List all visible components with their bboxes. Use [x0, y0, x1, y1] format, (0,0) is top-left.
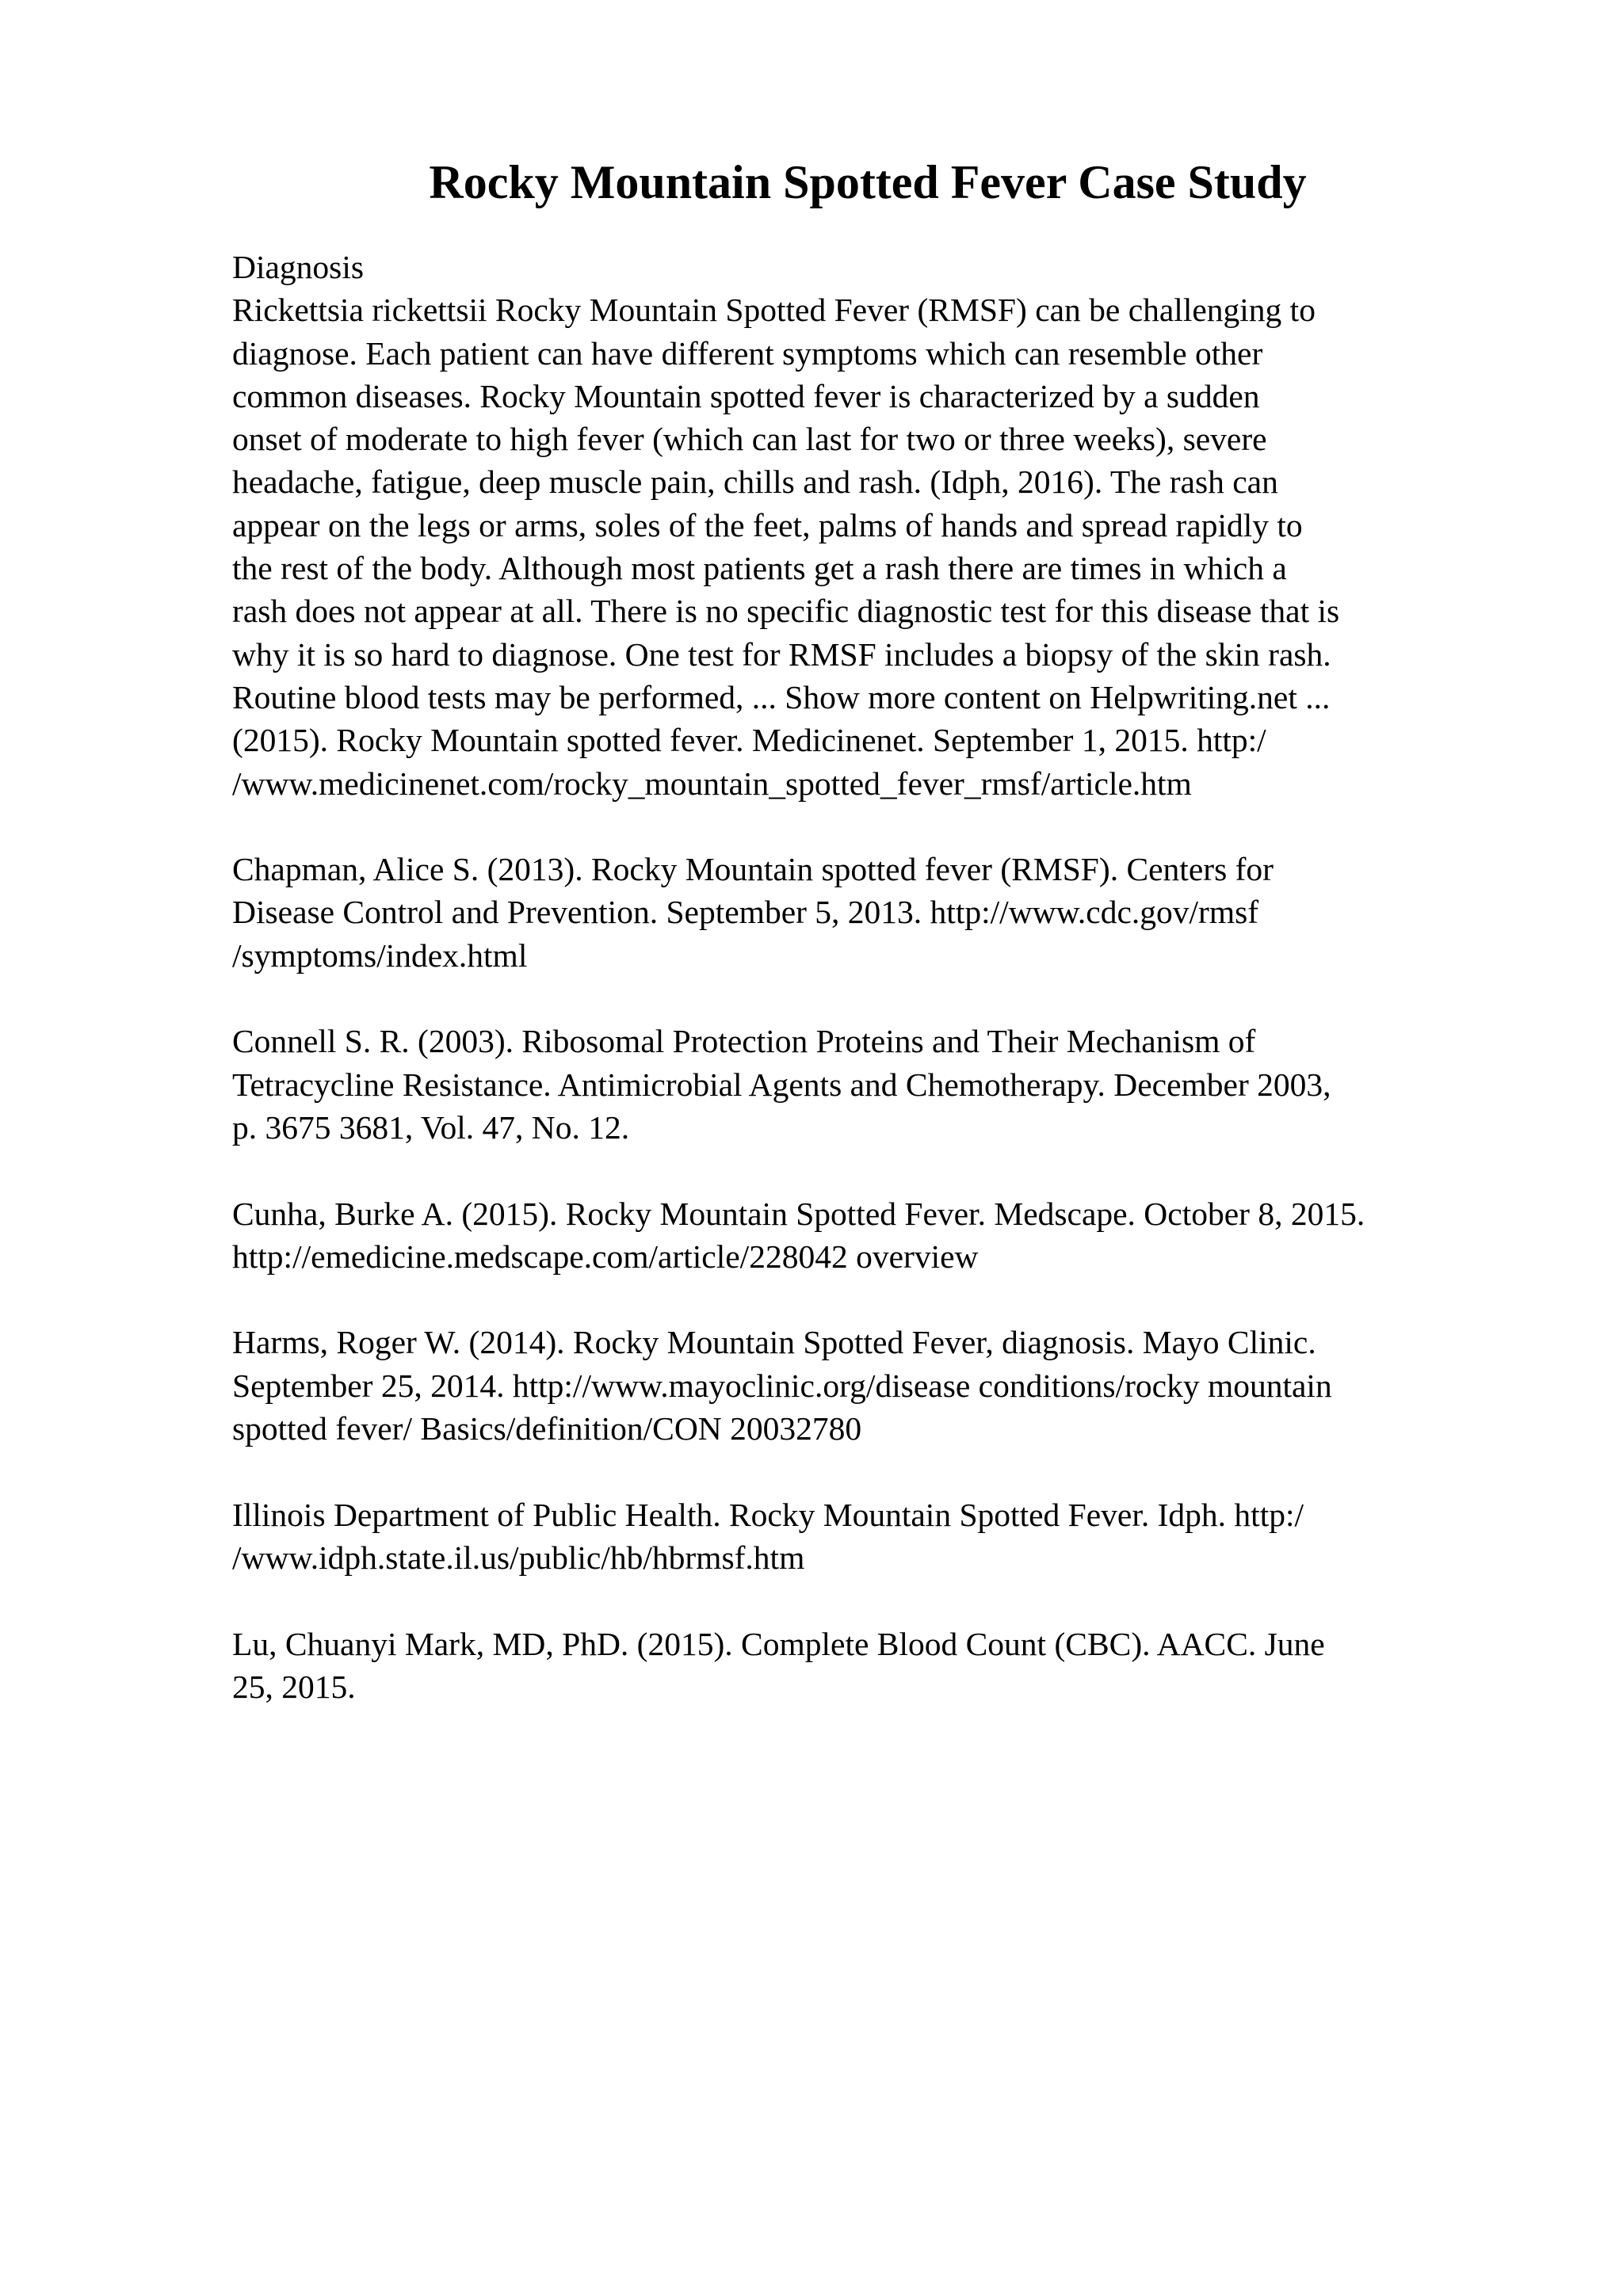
reference-line: Chapman, Alice S. (2013). Rocky Mountain spotted fever (RMSF). Centers for: [232, 851, 1274, 888]
body-line: common diseases. Rocky Mountain spotted fever is characterized by a sudden: [232, 377, 1260, 414]
reference-line: Illinois Department of Public Health. Rocky Mountain Spotted Fever. Idph. http:/: [232, 1496, 1304, 1533]
paragraph-gap: [232, 1450, 1532, 1493]
paragraph-gap: [232, 1149, 1532, 1192]
body-line: onset of moderate to high fever (which can last for two or three weeks), severe: [232, 421, 1267, 458]
body-line: Rickettsia rickettsii Rocky Mountain Spotted Fever (RMSF) can be challenging to: [232, 292, 1316, 329]
reference-line: http://emedicine.medscape.com/article/228042 overview: [232, 1238, 979, 1275]
reference-line: 25, 2015.: [232, 1668, 356, 1705]
reference-line: Disease Control and Prevention. September 5, 2013. http://www.cdc.gov/rmsf: [232, 894, 1259, 931]
reference-line: Cunha, Burke A. (2015). Rocky Mountain Spotted Fever. Medscape. October 8, 2015.: [232, 1195, 1365, 1232]
reference-line: Harms, Roger W. (2014). Rocky Mountain Spotted Fever, diagnosis. Mayo Clinic.: [232, 1324, 1316, 1361]
body-line: why it is so hard to diagnose. One test for RMSF includes a biopsy of the skin rash.: [232, 635, 1331, 673]
section-heading: Diagnosis: [232, 249, 364, 285]
paragraph-gap: [232, 1278, 1532, 1321]
body-line: headache, fatigue, deep muscle pain, chills and rash. (Idph, 2016). The rash can: [232, 463, 1278, 501]
reference-line: Tetracycline Resistance. Antimicrobial Agents and Chemotherapy. December 2003,: [232, 1066, 1331, 1103]
paragraph-gap: [232, 1579, 1532, 1622]
reference-entry: [232, 1623, 1532, 1709]
document-body: [232, 246, 1532, 1708]
reference-line: /www.idph.state.il.us/public/hb/hbrmsf.htm: [232, 1539, 805, 1576]
reference-line: spotted fever/ Basics/definition/CON 20032780: [232, 1410, 862, 1447]
reference-entry: [232, 848, 1532, 977]
body-line: /www.medicinenet.com/rocky_mountain_spotted_fever_rmsf/article.htm: [232, 765, 1192, 802]
reference-line: September 25, 2014. http://www.mayoclinic.org/disease conditions/rocky mountain: [232, 1367, 1332, 1404]
reference-line: /symptoms/index.html: [232, 936, 528, 974]
body-line: Routine blood tests may be performed, ... Show more content on Helpwriting.net ...: [232, 678, 1331, 715]
body-line: rash does not appear at all. There is no specific diagnostic test for this disease that is: [232, 593, 1340, 630]
body-line: diagnose. Each patient can have different symptoms which can resemble other: [232, 334, 1263, 372]
reference-entry: [232, 1192, 1532, 1279]
paragraph-gap: [232, 805, 1532, 848]
body-line: (2015). Rocky Mountain spotted fever. Medicinenet. September 1, 2015. http:/: [232, 722, 1266, 759]
diagnosis-section: [232, 246, 1532, 805]
reference-line: Lu, Chuanyi Mark, MD, PhD. (2015). Complete Blood Count (CBC). AACC. June: [232, 1625, 1325, 1662]
body-line: the rest of the body. Although most patients get a rash there are times in which a: [232, 550, 1287, 587]
reference-entry: [232, 1020, 1532, 1149]
reference-line: Connell S. R. (2003). Ribosomal Protection Proteins and Their Mechanism of: [232, 1023, 1256, 1060]
document-title: Rocky Mountain Spotted Fever Case Study: [429, 156, 1307, 208]
reference-entry: [232, 1493, 1532, 1580]
body-line: appear on the legs or arms, soles of the feet, palms of hands and spread rapidly to: [232, 506, 1303, 543]
paragraph-gap: [232, 977, 1532, 1020]
reference-line: p. 3675 3681, Vol. 47, No. 12.: [232, 1108, 630, 1146]
reference-entry: [232, 1321, 1532, 1450]
